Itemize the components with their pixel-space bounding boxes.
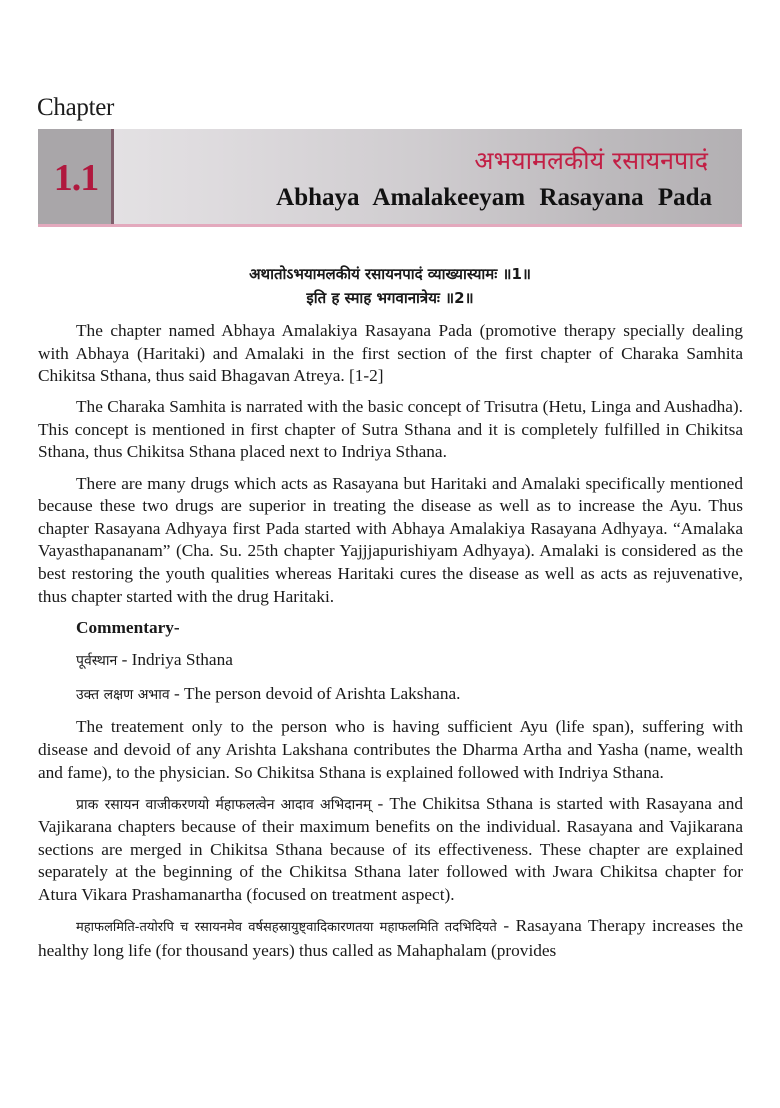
term-sanskrit: उक्त लक्षण अभाव — [76, 686, 170, 703]
chapter-banner — [38, 129, 742, 227]
commentary-term — [38, 683, 743, 707]
verse-line-1: अथातोऽभयामलकीयं रसायनपादं व्याख्यास्यामः ॥1॥ — [249, 265, 531, 283]
paragraph-translation: The chapter named Abhaya Amalakiya Rasayana Pada (promotive therapy specially dealing with Abhaya (Haritaki) and Amalaki in the first section of the first chapter of Charaka Samhita Chikitsa Sthana, thus said Bhagavan Atreya. [1-2] — [38, 321, 743, 386]
commentary-paragraph-sanskrit: महाफलमिति-तयोरपि च रसायनमेव वर्षसहस्रायुष्ट्वादिकारणतया महाफलमिति तदभिदियते — [76, 920, 497, 936]
body-text — [38, 320, 743, 971]
chapter-title-sanskrit: अभयामलकीयं रसायनपादं — [474, 146, 708, 175]
term-sanskrit: पूर्वस्थान — [76, 653, 118, 670]
commentary-paragraph — [38, 793, 743, 907]
commentary-paragraph-text: The treatement only to the person who is having sufficient Ayu (life span), suffering with disease and devoid of any Arishta Lakshana contributes the Dharma Artha and Yasha (name, wealth and fame), to the physician. So Chikitsa Sthana is explained followed with Indriya Sthana. — [38, 717, 743, 782]
paragraph-trisutra: The Charaka Samhita is narrated with the basic concept of Trisutra (Hetu, Linga and Aushadha). This concept is mentioned in first chapter of Sutra Sthana and it is completely fulfilled in Chikitsa Sthana, thus Chikitsa Sthana placed next to Indriya Sthana. — [38, 397, 743, 462]
commentary-paragraph — [38, 716, 743, 784]
chapter-number: 1.1 — [53, 157, 99, 199]
term-definition: - Indriya Sthana — [117, 650, 233, 670]
term-definition: - The person devoid of Arishta Lakshana. — [169, 683, 461, 703]
chapter-title-english: Abhaya Amalakeeyam Rasayana Pada — [276, 184, 712, 211]
verse-line-2: इति ह स्माह भगवानात्रेयः ॥2॥ — [306, 289, 474, 307]
commentary-paragraph-text: - Rasayana Therapy increases the healthy long life (for thousand years) thus called as Mahaphalam (provides — [38, 916, 743, 960]
paragraph-drugs: There are many drugs which acts as Rasayana but Haritaki and Amalaki specifically mentioned because these two drugs are superior in treating the disease as well as to increase the Ayu. Thus chapter Rasayana Adhyaya first Pada started with Abhaya Amalakiya Rasayana Adhyaya. “Amalaka Vayasthapananam” (Cha. Su. 25th chapter Yajjjapurishiyam Adhyaya). Amalaki is considered as the best restoring the youth qualities whereas Haritaki cures the disease as well as acts as rejuvenative, thus chapter started with the drug Haritaki. — [38, 473, 743, 606]
commentary-paragraph — [38, 915, 743, 962]
commentary-heading: Commentary- — [76, 617, 180, 637]
verse-block — [0, 262, 780, 310]
commentary-paragraph-text: - The Chikitsa Sthana is started with Rasayana and Vajikarana chapters because of their maximum benefits on the individual. Rasayana and Vajikarana sections are merged in Chikitsa Sthana because of its effectiveness. These chapter are explained separately at the beginning of the Chikitsa Sthana later followed with Jwara Chikitsa chapter for Atura Vikara Prashamanartha (focused on treatment aspect). — [38, 793, 744, 905]
chapter-label: Chapter — [37, 94, 115, 121]
chapter-number-box — [38, 129, 114, 224]
commentary-paragraph-sanskrit: प्राक रसायन वाजीकरणयो र्महाफलत्वेन आदाव अभिदानम् — [76, 796, 372, 813]
commentary-term — [38, 649, 743, 673]
